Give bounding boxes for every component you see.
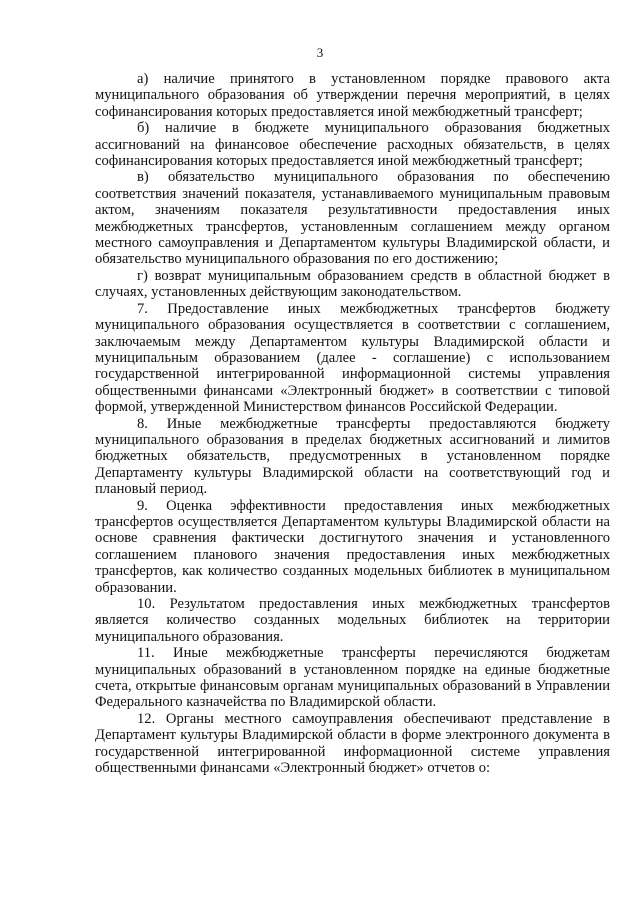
document-body bbox=[95, 71, 610, 776]
paragraph-12: 12. Органы местного самоуправления обеспечивают представление в Департамент культуры Владимирской области в форме электронного документа в государственной интегрированной информационной системе управления общественными финансами «Электронный бюджет» отчетов о: bbox=[95, 710, 610, 777]
paragraph-7: 7. Предоставление иных межбюджетных трансфертов бюджету муниципального образования осуществляется в соответствии с соглашением, заключаемым между Департаментом культуры Владимирской области и муниципальным образованием (далее - соглашение) с использованием государственной интегрированной информационной системы управления общественными финансами «Электронный бюджет» в соответствии с типовой формой, утвержденной Министерством финансов Российской Федерации. bbox=[95, 300, 610, 416]
paragraph-b: б) наличие в бюджете муниципального образования бюджетных ассигнований на финансовое обеспечение расходных обязательств, в целях софинансирования которых предоставляется иной межбюджетный трансферт; bbox=[95, 120, 610, 170]
paragraph-8: 8. Иные межбюджетные трансферты предоставляются бюджету муниципального образования в пределах бюджетных ассигнований и лимитов бюджетных обязательств, предусмотренных в установленном порядке Департаменту культуры Владимирской области на соответствующий год и плановый период. bbox=[95, 415, 610, 498]
page-number: 3 bbox=[316, 45, 324, 60]
paragraph-11: 11. Иные межбюджетные трансферты перечисляются бюджетам муниципальных образований в установленном порядке на единые бюджетные счета, открытые финансовым органам муниципальных образований в Управлении Федерального казначейства по Владимирской области. bbox=[95, 645, 610, 711]
paragraph-v: в) обязательство муниципального образования по обеспечению соответствия значений показателя, устанавливаемого муниципальным правовым актом, значениям показателя результативности предоставления иных межбюджетных трансфертов, установленным соглашением между органом местного самоуправления и Департаментом культуры Владимирской области, и обязательство муниципального образования по его достижению; bbox=[95, 169, 610, 268]
paragraph-g: г) возврат муниципальным образованием средств в областной бюджет в случаях, установленных действующим законодательством. bbox=[95, 267, 610, 301]
paragraph-a: а) наличие принятого в установленном порядке правового акта муниципального образования об утверждении перечня мероприятий, в целях софинансирования которых предоставляется иной межбюджетный трансферт; bbox=[95, 71, 610, 120]
paragraph-10: 10. Результатом предоставления иных межбюджетных трансфертов является количество созданных модельных библиотек на территории муниципального образования. bbox=[95, 596, 610, 645]
paragraph-9: 9. Оценка эффективности предоставления иных межбюджетных трансфертов осуществляется Департаментом культуры Владимирской области на основе сравнения фактически достигнутого значения и установленного соглашением планового значения предоставления иных межбюджетных трансфертов, как количество созданных модельных библиотек в муниципальном образовании. bbox=[95, 497, 610, 596]
